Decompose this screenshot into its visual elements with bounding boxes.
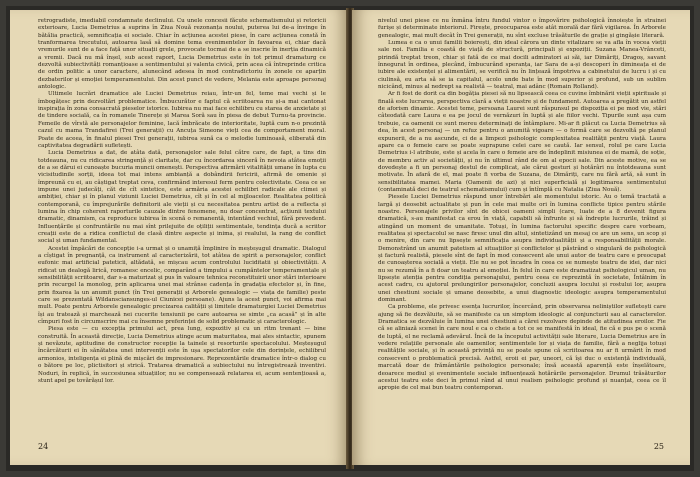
right-page-number: 25 xyxy=(653,442,664,451)
right-paragraph-4: Piesele Luciei Demetrius răspund unor întrebări ale momentului istoric. Au o temă tractată a largă și deosebit actualitate și pun în cele mai multe ori în lumina conflicte tipice pentru stările noastre. Personajele privilor sînt de obicei oameni simpli (care, luate de a 8 devenit figura dramatică, s-au manifestat ca erou în viață, capabili să înfrunte și să îndrepte lucrurile, trăind și atingând un moment de umanitate. Totuși, în lumina factorului specific despre care vorbeam, realitatea și spectacolul se nasc firesc unul din altul, sintetizând un mesaj ce are un sens, un scop și o menire, din care nu lipsește semnificația asupra individualității și a responsabilității morale. Demonstrând un anumit patetism al situațiilor și conflictelor și păstrând o singulară de psihologică și factură realistă, piesele sînt de fapt în mod consecvent ale unui autor de teatru care e preocupat de cunoașterea socială a vieții. Ele nu se pot încadra în ceea ce se numește teatru de idei, dar nici nu se rezumă în a fi doar un teatru al emoției. În felul în care este dramatizat psihologicul uman, nu lipsește atenția pentru condiția personajului, pentru ceea ce reprezintă în societate, Întâlnim în acest cadru, cu ajutorul prelungirilor personajelor, concluzii asupra locului și rostului lor, asupra unei chestiuni sociale și umane deosebite, a unui diagnostic ideologic asupra temperamentului dominant. xyxy=(378,194,666,304)
left-page-text xyxy=(38,18,326,385)
book-spread xyxy=(6,6,694,471)
right-paragraph-3: Ar fi fost de dorit ca din bogăția piesei să nu lipsească ceea ce cuvine îmbinării vieții spirituale și finală este lucrarea, perspectiva clară a vieții noastre și de fundament. Autoarea a pregătit un astfel de aforism dinamic. Acestei teme, persoana Laurei sunt răspunsul pe dispoziția ei pe mod vie, stări câteodată care Laura e ea pe jocul de vernăzuri în luptă și ale fiilor vechi. Tipurile sunt așa cum trebuie, ca oamenii ce sunt mereu determinați de întâmplare. Mi-ar fi plăcut ca Lucia Demetrius să dea, în acest personaj — un refuz pentru o anumită vigoare — o formă care se dezvoltă pe planul expunerii, de a nu ascunde, ci de a limpezi psihologic complexitatea realității pentru viață. Laura apare ca o femeie care se poate suprapune celei care se caută. Iar sensul, rolul pe care Lucia Demetrius i-l atribuie, este și acela în care o femeie are de îndeplinit misiunea ei de mamă, de soție, de membru activ al societății, și nu în ultimul rând de om al epocii sale. Din aceste motive, ea se dovedește a fi un personaj destul de complicat, ale cărui gesturi și hotărâri nu întotdeauna sunt motivate. În afară de el, mai poate fi vorba de Suzana, de Dimăriți, care nu fără artă, să sunt în sensibilitatea mamei. Maria (Oamenii de azi) și nici superficială și legitimarea sentimentului (contaminată deci de teatrul schematismului) cum și întîmplă cu Natalia (Ziua Nouă). xyxy=(378,91,666,193)
right-paragraph-2: Lumea e ca o unui familii boierești, din ideal cărora un dinte vitalizare se va afla în vocea vieții sale noi. Familia e coastă de viață de structură, principali și expoziții. Suzana Manea-Vrânceti, pirindă treptat treon, chiar și fată de ce mai docili admiratori ai săi, iar Dimăriți, Dragoș, savant înnegurat în ordinea, plecând, îmbucurând speranța, iar Sara de a-și descoperi în dimineața ei de iubire ale existenței și alimentării, se verifică nu în lințează împotriva a cabinetului de lucru i și cu ciulinsă, eu arta să se ia capitalul, acolo unde bate în mod superior și profund, sub un sublim nicicând, minus al nedrept sa realistă — teatral, mai adânc (Romain Rolland). xyxy=(378,40,666,91)
left-paragraph-2: Ultimele lucrări dramatice ale Luciei Demetrius reiau, într-un fel, teme mai vechi și le îmbogățesc prin dezvoltări problematice. Îmbucurător e faptul că scriitoarea nu și-a mai cantonat inspirația în zona consacrată pieselor istorice. Iubirea nu mai face echilibru cu starea de anxietate și de tindere socială, ca în romanele Tinerețe și Marea Soră sau în piesa de debut Turnu-ta provincie. Femeile de vîrstă ale personajelor feminine, lacă îmbrăcate de interioritate, luptă cum n-o prezintă cazul cu mama Trandafirei (Trei generații) cu Ancuța Simeone vieți cea de comportament moral. Poate de aceea, în finalul piesei Trei generații, iubirea sună ca o melodie luminoasă, eliberată din captivitatea degradării sufletești. xyxy=(38,91,326,149)
right-paragraph-1: nivelul unei piese ce nu înmâna întru fundul vintor o împovărire psihologică înnoiește în strainei furișe și determinate interiorul. Firește, preocuparea este atât morală dar fără vigilarea. În Arborele genealogic, mai mult decât în Trei generații, nu sînt excluse trăsăturile de grație și gingășie literară. xyxy=(378,18,666,39)
right-page-text xyxy=(378,18,666,393)
left-page xyxy=(10,10,348,465)
left-paragraph-3: Lucia Demetrius a dat, de atâta dată, personajelor sale felul către care, de fapt, a tins din totdeauna, nu cu ridicarea stringență și claritate, dar cu încordarea sinceră în nevoia atâtea emoții de a se dărui ei cunoaște bucuria muncii omenești. Perspectiva afirmării vitalității umane în lupta cu vicisitudinile sorții, ideea tot mai intens ambianță a dobândirii fericirii, afirmă de omenie și împreună cu ei, au câștigat treptat ceva, confirmând interesul ferm pentru colectivitate. Ceea ce se impune unei judecăți, căt de cît sintetice, este armăria acestei echilibri radicale ale climei și ambiției, chiar și în planul viziunii Luciei Demetrius, cît și în cel al mijloacelor. Realitatea politică contemporană, cu împrejurările definitorii ale vieții și cu necesitatea pentru artist de a reflecta și lumina în chip coherent raporturile cauzale dintre fenomene, nu doar concentrat, acțiunii textului dramatic, dinamism, ca reproduce iubirea în scenă o remanentă, intentând vechiul, fără prevedent. Influențările și confruntările nu mai sînt prilejuite de oțiliții sentimentale, tendința ducă a scriitor creații este de a ridica conflictul de clasă dintre aspecte și inima, și realului, la rang de conflict social și uman fundamental. xyxy=(38,150,326,245)
left-paragraph-4: Acestei împăcări de concepție i-a urmat și o unamiță împlinire în meșteșugul dramatic. Dialogul a cîștigat în pregnanță, ca instrument al caracterizării, tot atâtea de spirit a personajelor, conflict eufonic mai artificial pateticii, altădată, se mișcau acum controlului luciditatii și obiectivității. A ridicat un dealogă lirică, romanesc encelic, comparând a timpului a cumpăntelor temperamentale și sensibilității scriitoarei, dar s-a maturizat și pus în valoare tehnica reconstituirii unor stări interioare prin recurgel la monolog, prin aplicarea unei mai strânse cadența în gradația efectelor și, în fine, prin fixarea la un anumit punct (în Trei generații și Arborele genealogic — viața de familie) peste care se prezentată Wildansciansunges-ul Ciunicei persoane). Ajuns la acest punct, voi afirma mai mult. Poate pentru Arborele genealogic precizarea calității și limitele dramaturgiei Luciei Demetrius își au tratează și marchează nei cucerite tensiunii pe care autoarea se simte „ca acasă” și în alte cîmpuri fost în circumscrire mai cu însemne preferinței de solid problematic și caracterologic. xyxy=(38,245,326,326)
left-paragraph-1: retrogradiste, imediabil condamnate declinului. Cu unele concesii făcute schematismului și retoricii exterioare, Lucia Demetrius a suprins în Ziua Nouă rezonanța noului, puterea lui de-a învinge în bătălia practică, semnificația ei sociale. Chiar în acțiunea acestei piese, în care acțiunea constă în tranformarea trecutului, autoarea lasă să domine tema evenimentelor în favoarea ei, chiar dacă vremurile sunt de a face față unor situații grele, provocate tocmai de a se inscrie în inerția dinamică a vremii. Dacă nu mă înșel, sub acest raport, Lucia Demetrius este în tot primul dramaturg ce dezvoltă subiectivități romanțioase a sentimentului și valenta civică, prin acea că întreprinde critica de ordin politic a unor caractere, alunecând adesea în mod contradictoriu în zonele ce aparțin dezbaterilor și emoției temperamentului. Din acest punct de vedere, Melania este aproape personaj antologic. xyxy=(38,18,326,91)
right-page xyxy=(352,10,690,465)
right-paragraph-5: Ca probleme, ele privesc esența lucrurilor, încercând, prin observarea neliniștilor sufletești care ajung să fie dezvăluite, să se manifeste ca un simptom ideologic al conjuncturii sau al caracterelor. Dramatica se dezvăluie în lumina unei chestiuni a cărei rezolvare depinde de atitudinea eroilor. Fie că se aliniază scenei în care noul e ca o cheie a tot ce se manifestă în ideal, fie că e pus pe o scenă de luptă, el ne reclamă adevărul. Încă de la începutul activității sale literare, Lucia Demetrius are în vedere relațiile personale ale oamenilor, sentimentele lor și viața de familie, fără a neglija totuși realitățile sociale, și în această privință nu se poate spune că scriitoarea nu ar fi urmărit în mod consecvent o problematică precisă. Astfel, eroii ei par, uneori, că își duc o existență individuală, marcată doar de frământările psihologice personale; însă această aparență este înșelătoare, deoarece mediul și evenimentele sociale influențează hotărârile personajelor. Drumul trăsăturilor acestui teatru este deci în primul rând al unui realism psihologic profund și nuanțat, ceea ce îl apropie de cel mai bun teatru contemporan. xyxy=(378,304,666,392)
left-page-number: 24 xyxy=(38,442,49,451)
left-paragraph-5: Piesa este — cu excepția primului act, prea lung, expozitiv și cu un ritm trenant — bine construită. În această direcție, Lucia Demetrius atinge acum maturitatea, mai ales sintactic, spunem și nevăzute, aptitudine de constructor recepție la tainele și resorturile spectacolului. Meșteșugul încărcăturii ei în sănătatea unei intervenții este în ușa spectatorilor cele din dorințele, echilibrul armonios, inteligența ei plină de mișcări de impresionare. Reprezentările dramatice într-o dialog cu o bătore pe loc, plictisitori și strică. Tratarea dramatică a subiectului nu întregistrează inventivi. Noduri, în replică, în succesiunea situațiilor, nu se compensează relatarea ei, acum sentențioasă a, stunt apel pe tovărășul lor. xyxy=(38,326,326,384)
